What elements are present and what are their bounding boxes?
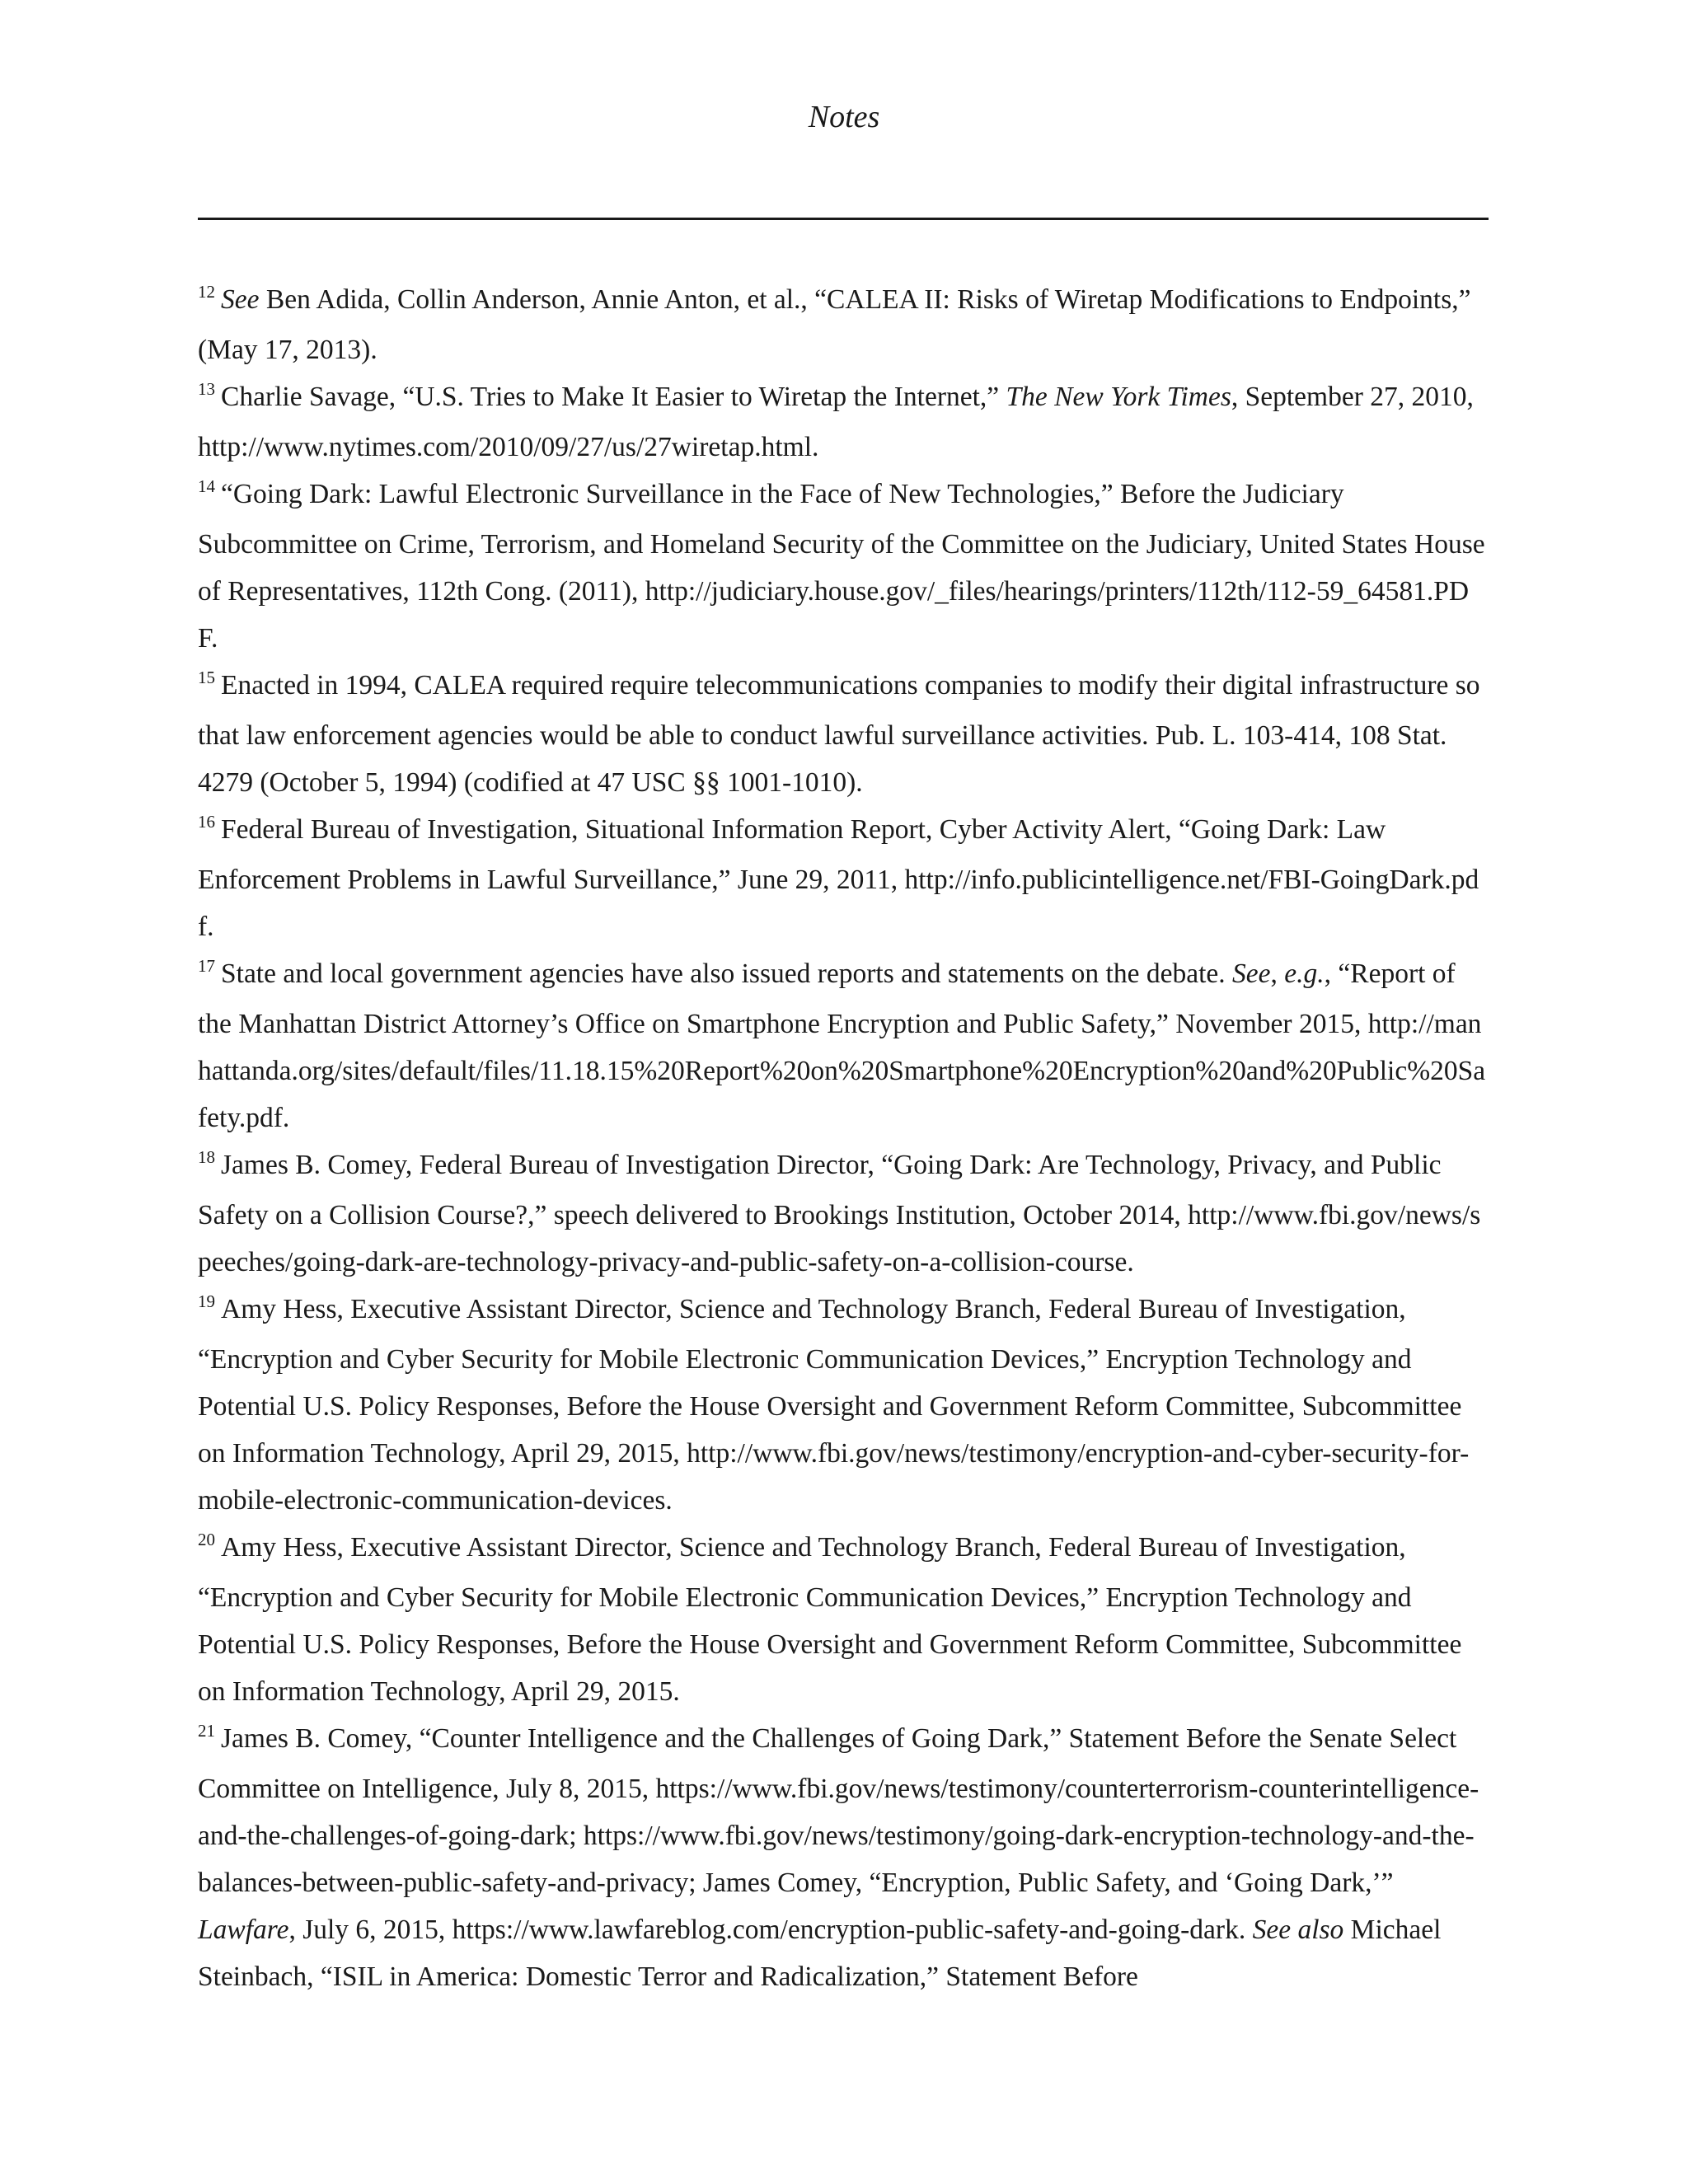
note-text: Ben Adida, Collin Anderson, Annie Anton, et al., “CALEA II: Risks of Wiretap Modifications to Endpoints,” (May 17, 2013). (198, 284, 1471, 365)
note-number: 14 (198, 476, 215, 496)
note-text: Amy Hess, Executive Assistant Director, Science and Technology Branch, Federal Bureau of Investigation, “Encryption and Cyber Security for Mobile Electronic Communication Devices,” Encryption Technology and Potential U.S. Policy Responses, Before the House Oversight and Government Reform Committee, Subcommittee on Information Technology, April 29, 2015, http://www.fbi.gov/news/testimony/encryption-and-cyber-security-for-mobile-electronic-communication-devices. (198, 1294, 1470, 1516)
endnote-14 (198, 471, 1489, 662)
note-text-tail: , “Report of the Manhattan District Attorney’s Office on Smartphone Encryption and Public Safety,” November 2015, (198, 958, 1456, 1039)
endnote-20 (198, 1524, 1489, 1715)
citation-signal: e.g. (1284, 958, 1325, 989)
note-text-tail: , September 27, 2010, http://www.nytimes.com/2010/09/27/us/27wiretap.html. (198, 382, 1474, 462)
header-divider (198, 218, 1489, 220)
note-text-sep: , (1270, 958, 1285, 989)
endnote-21 (198, 1715, 1489, 2000)
note-number: 20 (198, 1530, 215, 1549)
note-number: 13 (198, 379, 215, 399)
note-number: 18 (198, 1147, 215, 1167)
note-text-tail: , July 6, 2015, https://www.lawfareblog.com/encryption-public-safety-and-going-dark. (288, 1915, 1253, 1945)
note-text: James B. Comey, Federal Bureau of Investigation Director, “Going Dark: Are Technology, Privacy, and Public Safety on a Collision Course?,” speech delivered to Brookings Institution, October 2014, (198, 1150, 1442, 1230)
note-number: 17 (198, 956, 215, 976)
note-url: http://manhattanda.org/sites/default/files/11.18.15%20Report%20on%20Smartphone%20Encryption%20and%20Public%20Safety.pdf. (198, 1009, 1486, 1133)
endnote-13 (198, 373, 1489, 471)
note-number: 16 (198, 812, 215, 832)
endnote-19 (198, 1286, 1489, 1524)
note-number: 15 (198, 668, 215, 687)
citation-signal: See (1232, 958, 1271, 989)
page-header: Notes (808, 100, 880, 134)
citation-signal: See (221, 284, 260, 315)
endnotes-list (198, 276, 1489, 2000)
citation-signal: See also (1252, 1915, 1344, 1945)
endnote-15 (198, 662, 1489, 806)
note-text: State and local government agencies have also issued reports and statements on the debate. (221, 958, 1233, 989)
endnote-12 (198, 276, 1489, 373)
note-text: Amy Hess, Executive Assistant Director, Science and Technology Branch, Federal Bureau of Investigation, “Encryption and Cyber Security for Mobile Electronic Communication Devices,” Encryption Technology and Potential U.S. Policy Responses, Before the House Oversight and Government Reform Committee, Subcommittee on Information Technology, April 29, 2015. (198, 1532, 1462, 1707)
note-url: http://www.fbi.gov/news/speeches/going-dark-are-technology-privacy-and-public-safety-on-a-collision-course. (198, 1200, 1481, 1277)
note-text: “Going Dark: Lawful Electronic Surveillance in the Face of New Technologies,” Before the Judiciary Subcommittee on Crime, Terrorism, and Homeland Security of the Committee on the Judiciary, United States House of Representatives, 112th Cong. (2011), (198, 479, 1485, 607)
note-url: http://info.publicintelligence.net/FBI-GoingDark.pdf. (198, 865, 1479, 942)
endnote-18 (198, 1141, 1489, 1286)
publication-title: The New York Times (1006, 382, 1231, 412)
note-number: 19 (198, 1291, 215, 1311)
note-text: Federal Bureau of Investigation, Situational Information Report, Cyber Activity Alert, “Going Dark: Law Enforcement Problems in Lawful Surveillance,” June 29, 2011, (198, 814, 1386, 895)
note-text-tail: Michael Steinbach, “ISIL in America: Domestic Terror and Radicalization,” Statement Before (198, 1915, 1442, 1992)
note-text: Charlie Savage, “U.S. Tries to Make It Easier to Wiretap the Internet,” (221, 382, 1006, 412)
note-number: 12 (198, 282, 215, 302)
note-text: Enacted in 1994, CALEA required require telecommunications companies to modify their digital infrastructure so that law enforcement agencies would be able to conduct lawful surveillance activities. Pub. L. 103-414, 108 Stat. 4279 (October 5, 1994) (codified at 47 USC §§ 1001-1010). (198, 670, 1480, 798)
publication-title: Lawfare (198, 1915, 289, 1945)
note-text: James B. Comey, “Counter Intelligence and the Challenges of Going Dark,” Statement Before the Senate Select Committee on Intelligence, July 8, 2015, https://www.fbi.gov/news/testimony/counterterrorism-counterintelligence-and-the-challenges-of-going-dark; https://www.fbi.gov/news/testimony/going-dark-encryption-technology-and-the-balances-between-public-safety-and-privacy; James Comey, “Encryption, Public Safety, and ‘Going Dark,’” (198, 1723, 1479, 1898)
endnote-17 (198, 950, 1489, 1141)
note-url: http://judiciary.house.gov/_files/hearings/printers/112th/112-59_64581.PDF. (198, 576, 1470, 654)
note-number: 21 (198, 1721, 215, 1741)
endnote-16 (198, 806, 1489, 950)
